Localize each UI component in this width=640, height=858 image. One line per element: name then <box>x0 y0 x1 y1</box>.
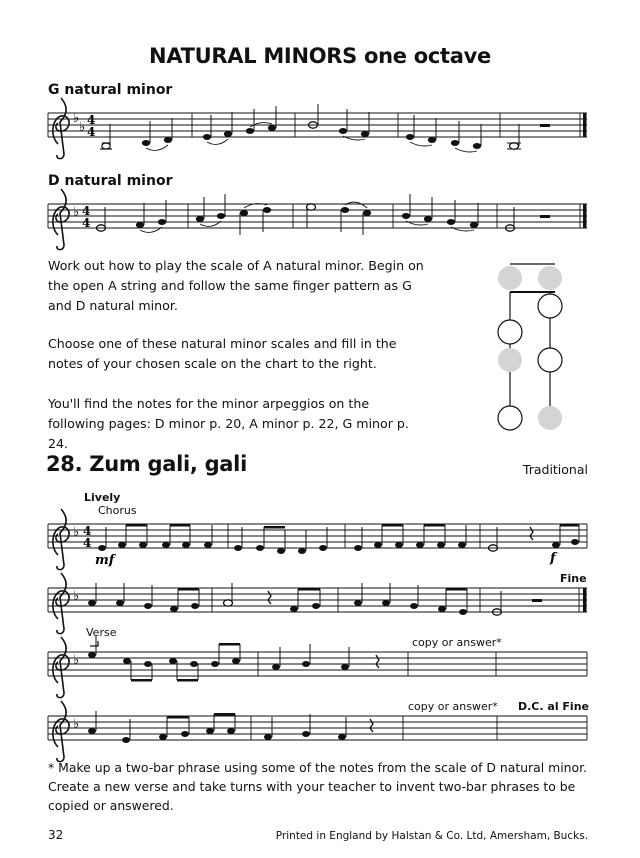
svg-text:♭: ♭ <box>73 525 80 540</box>
svg-text:4: 4 <box>83 536 92 550</box>
staff-piece-1 <box>48 509 587 570</box>
svg-text:4: 4 <box>83 524 92 538</box>
finger-dot <box>498 320 522 344</box>
scale-heading-g-minor: G natural minor <box>48 82 173 98</box>
page-title: NATURAL MINORS one octave <box>149 44 491 68</box>
instruction-paragraph-1: Work out how to play the scale of A natural minor. Begin on the open A string and follow the same finger pattern as G and D natural minor. <box>48 258 424 313</box>
finger-dot <box>498 348 522 372</box>
section-chorus: Chorus <box>98 504 137 517</box>
footnote: * Make up a two-bar phrase using some of the notes from the scale of D natural minor. Create a new verse and take turns with your teacher to invent two-bar phrases to be copied or answered. <box>48 760 587 813</box>
staff-piece-4 <box>48 701 587 762</box>
finger-dot <box>498 406 522 430</box>
dynamic-mf: mf <box>95 553 115 568</box>
tempo-marking: Lively <box>84 491 121 504</box>
scale-heading-d-minor: D natural minor <box>48 173 173 189</box>
instruction-paragraph-3: You'll find the notes for the minor arpeggios on the following pages: D minor p. 20, A minor p. 22, G minor p. 24. <box>48 396 409 451</box>
piece-title: 28. Zum gali, gali <box>46 452 247 476</box>
finger-dot <box>538 294 562 318</box>
svg-text:♭: ♭ <box>79 120 86 135</box>
svg-text:4: 4 <box>82 216 91 230</box>
fine-marking: Fine <box>560 572 587 585</box>
svg-text:4: 4 <box>87 113 96 127</box>
svg-text:4: 4 <box>82 204 91 218</box>
copy-or-answer-1: copy or answer* <box>412 636 502 649</box>
dynamic-f: f <box>550 551 556 566</box>
instruction-paragraph-2: Choose one of these natural minor scales and fill in the notes of your chosen scale on the chart to the right. <box>48 336 397 371</box>
printer-credit: Printed in England by Halstan & Co. Ltd, Amersham, Bucks. <box>275 830 588 842</box>
svg-text:♭: ♭ <box>73 653 80 668</box>
finger-dot <box>538 348 562 372</box>
finger-dot <box>538 266 562 290</box>
staff-piece-2 <box>48 573 587 634</box>
svg-text:4: 4 <box>87 125 96 139</box>
svg-text:♭: ♭ <box>73 717 80 732</box>
svg-text:♭: ♭ <box>73 111 80 126</box>
copy-or-answer-2: copy or answer* <box>408 700 498 713</box>
staff-piece-3 <box>48 636 587 698</box>
composer: Traditional <box>522 462 588 477</box>
finger-dot <box>498 266 522 290</box>
svg-text:♭: ♭ <box>73 205 80 220</box>
fingering-chart-dots <box>498 266 562 430</box>
staff-g-minor <box>48 98 587 159</box>
finger-dot <box>538 406 562 430</box>
svg-text:♭: ♭ <box>73 589 80 604</box>
staff-d-minor <box>48 189 587 250</box>
page-number: 32 <box>48 828 64 842</box>
section-verse: Verse <box>86 626 117 639</box>
dc-al-fine: D.C. al Fine <box>518 700 589 713</box>
